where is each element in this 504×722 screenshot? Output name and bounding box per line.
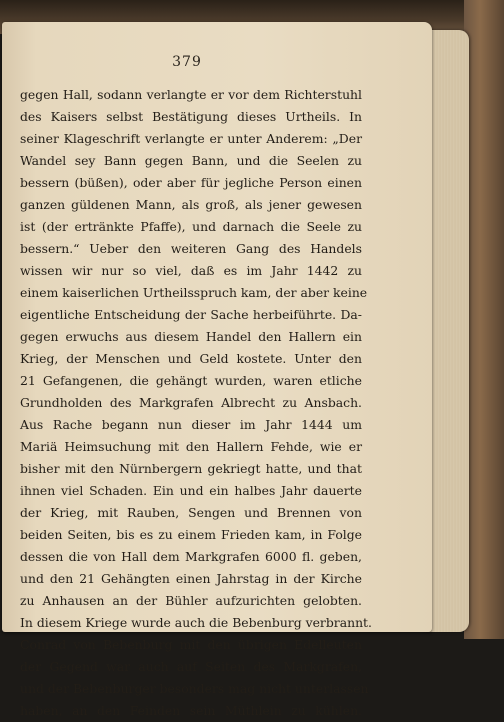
- text-line: und der Bebenburger besonders mag nicht unterlassen: [20, 681, 369, 696]
- text-line: seiner Klageschrift verlangte er unter Anderem: „Der: [20, 131, 362, 146]
- text-line: Krieg, der Menschen und Geld kostete. Unter den: [20, 351, 362, 366]
- text-line: Mariä Heimsuchung mit den Hallern Fehde, wie er: [20, 439, 362, 454]
- book-cover-edge: [464, 0, 504, 639]
- text-line: bessern (büßen), oder aber für jegliche Person einen: [20, 175, 362, 190]
- text-line: Wandel sey Bann gegen Bann, und die Seelen zu: [20, 153, 362, 168]
- book-page: [2, 22, 432, 718]
- text-line: ganzen güldenen Mann, als groß, als jener gewesen: [20, 197, 362, 212]
- text-line: der Krieg, mit Rauben, Sengen und Brennen von: [20, 505, 362, 520]
- text-line: eigentliche Entscheidung der Sache herbeiführte. Da-: [20, 307, 362, 322]
- text-line: bisher mit den Nürnbergern gekriegt hatte, und that: [20, 461, 362, 476]
- text-line: wissen wir nur so viel, daß es im Jahr 1442 zu: [20, 263, 362, 278]
- text-line: einem kaiserlichen Urtheilsspruch kam, der aber keine: [20, 285, 368, 300]
- text-line: Aus Rache begann nun dieser im Jahr 1444 um: [20, 417, 362, 432]
- text-line: zu Anhausen an der Bühler aufzurichten gelobten.: [20, 593, 362, 608]
- text-line: und den 21 Gehängten einen Jahrstag in der Kirche: [20, 571, 362, 586]
- text-line: gegen erwuchs aus diesem Handel den Hallern ein: [20, 329, 362, 344]
- text-line: des Kaisers selbst Bestätigung dieses Urtheils. In: [20, 109, 362, 124]
- text-line: ist (der ertränkte Pfaffe), und darnach die Seele zu: [20, 219, 362, 234]
- page-number: 379: [172, 54, 202, 70]
- text-line: der Gegend war auch auf Seiten des Markgrafen,: [20, 659, 362, 674]
- text-line: beiden Seiten, bis es zu einem Frieden kam, in Folge: [20, 527, 362, 542]
- text-line: dessen die von Hall dem Markgrafen 6000 fl. geben,: [20, 549, 362, 564]
- text-line: bessern.“ Ueber den weiteren Gang des Handels: [20, 241, 362, 256]
- text-line: gegen Hall, sodann verlangte er vor dem Richterstuhl: [20, 87, 362, 102]
- text-line: haben, an den Feinden sein Müthlein zu kühlen.: [20, 703, 362, 718]
- body-text: [20, 84, 372, 722]
- text-line: ihnen viel Schaden. Ein und ein halbes Jahr dauerte: [20, 483, 362, 498]
- text-line: Grundholden des Markgrafen Albrecht zu Ansbach.: [20, 395, 362, 410]
- text-line: 21 Gefangenen, die gehängt wurden, waren etliche: [20, 373, 362, 388]
- text-line: In diesem Kriege wurde auch die Bebenburg verbrannt.: [20, 615, 372, 630]
- text-line: Conrad von Bebenburg mit den übrigen Edelleuten: [20, 637, 362, 652]
